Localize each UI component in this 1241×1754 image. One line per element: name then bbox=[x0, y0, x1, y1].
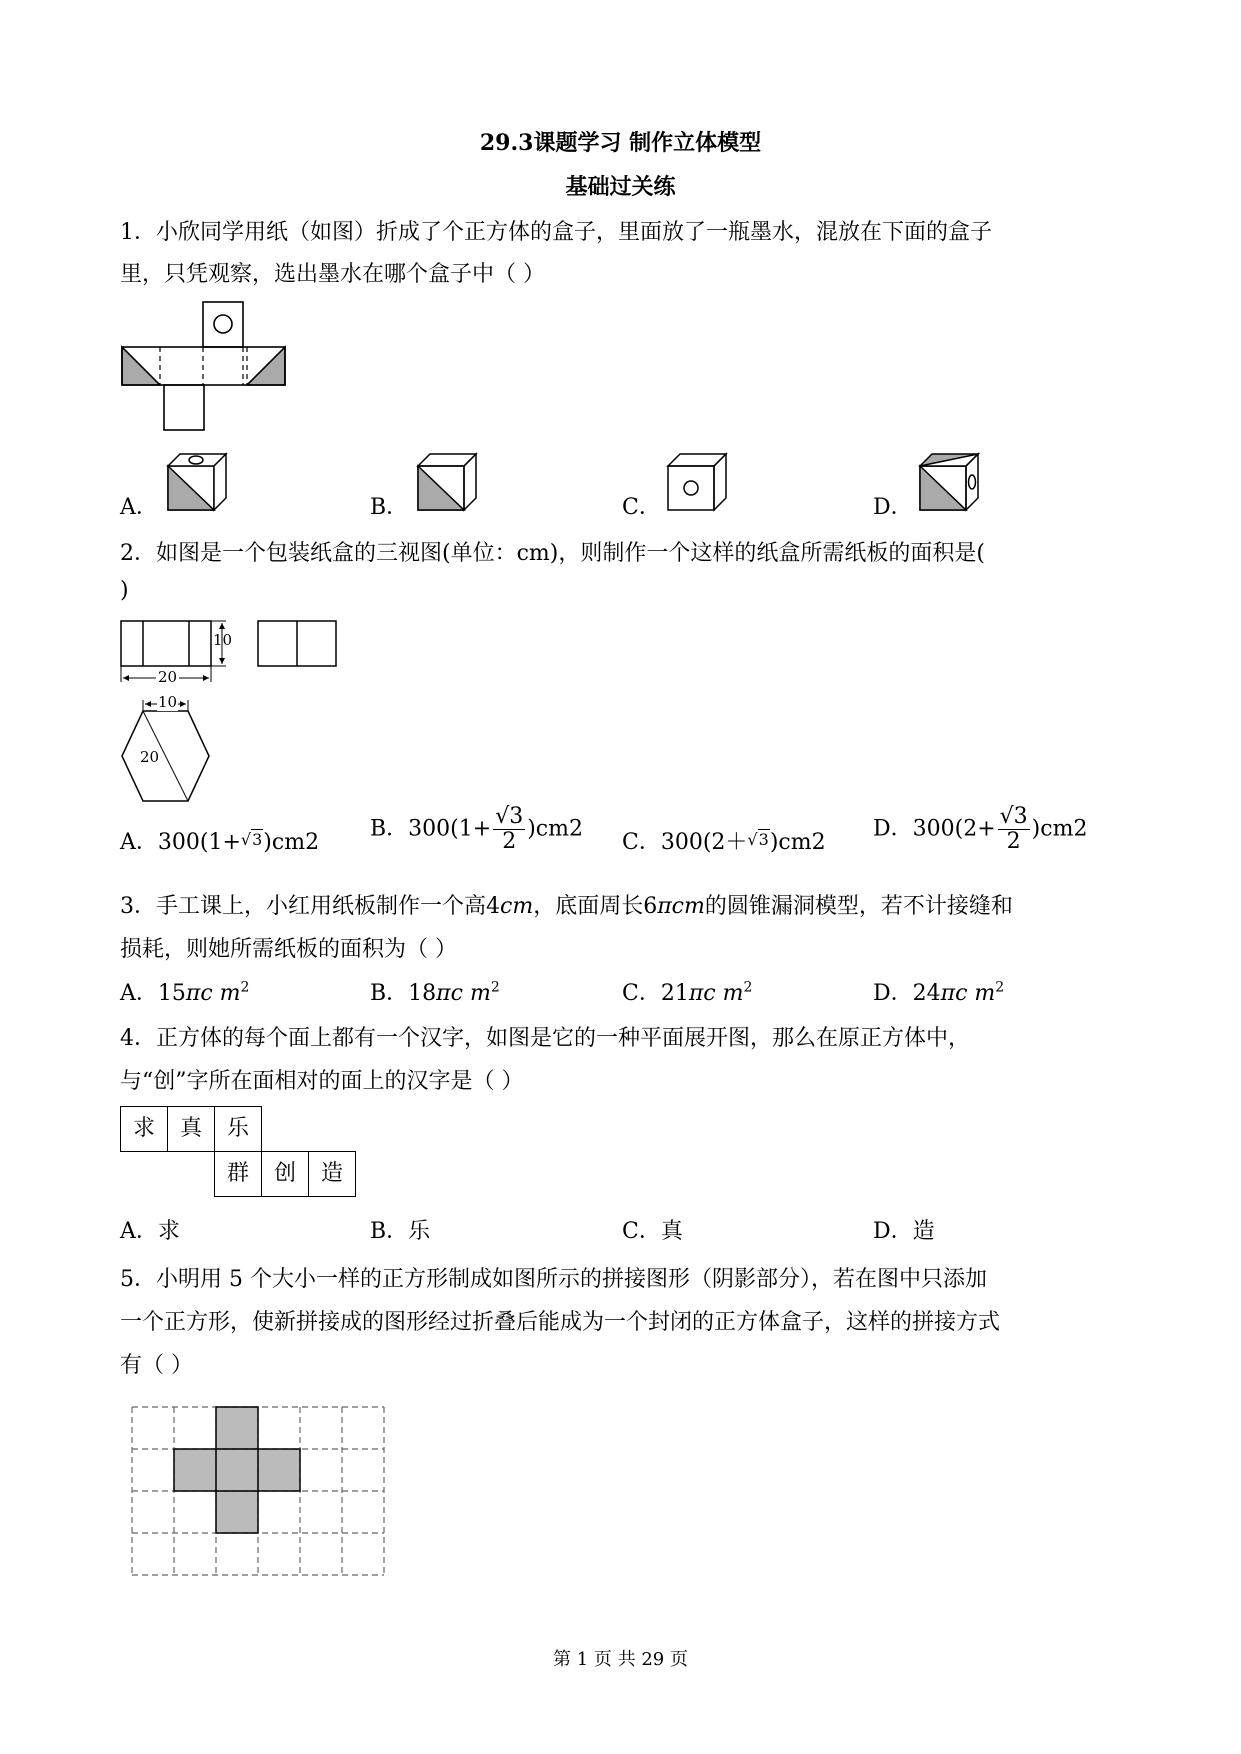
q1-option-b-label: B． bbox=[370, 495, 409, 520]
section-subtitle: 基础过关练 bbox=[565, 174, 676, 200]
q4-option-b: B．乐 bbox=[370, 1219, 431, 1244]
q5-line2: 一个正方形，使新拼接成的图形经过折叠后能成为一个封闭的正方体盒子，这样的拼接方式 bbox=[120, 1310, 1001, 1335]
q1-option-a-label: A． bbox=[120, 495, 158, 520]
q1-cube-a-figure bbox=[166, 452, 230, 514]
q5-grid-figure bbox=[130, 1405, 390, 1580]
page-footer: 第 1 页 共 29 页 bbox=[553, 1649, 688, 1670]
q1-option-c-label: C． bbox=[622, 495, 661, 520]
q2-dim-top: 10 bbox=[158, 693, 178, 711]
q3-line1: 3．手工课上，小红用纸板制作一个高4cm，底面周长6πcm的圆锥漏洞模型，若不计接缝和 bbox=[120, 894, 1013, 919]
q4-line1: 4．正方体的每个面上都有一个汉字，如图是它的一种平面展开图，那么在原正方体中， bbox=[120, 1026, 970, 1051]
q2-line2: ) bbox=[120, 578, 129, 603]
q2-option-a: A．300(1+√3)cm2 bbox=[120, 830, 320, 855]
net-cell: 造 bbox=[308, 1151, 356, 1197]
q2-option-d: D．300(2+ $\frac{√3}{2}$ )cm2 bbox=[873, 804, 1088, 855]
page-title: 29.3课题学习 制作立体模型 bbox=[479, 130, 762, 156]
q2-option-c: C．300(2＋√3)cm2 bbox=[622, 830, 826, 855]
q1-cube-net-figure bbox=[120, 300, 295, 435]
q4-option-c: C．真 bbox=[622, 1219, 683, 1244]
q5-line1: 5．小明用 5 个大小一样的正方形制成如图所示的拼接图形（阴影部分），若在图中只添加 bbox=[120, 1267, 987, 1292]
q2-option-b: B．300(1+ $\frac{√3}{2}$ )cm2 bbox=[370, 804, 583, 855]
q1-cube-b-figure bbox=[416, 452, 480, 514]
q1-line2: 里，只凭观察，选出墨水在哪个盒子中（ ） bbox=[120, 262, 545, 287]
q1-line1: 1．小欣同学用纸（如图）折成了个正方体的盒子，里面放了一瓶墨水，混放在下面的盒子 bbox=[120, 220, 993, 245]
q3-option-b: B．18πc $m^2$ bbox=[370, 979, 500, 1006]
net-cell: 求 bbox=[120, 1106, 168, 1152]
net-cell: 乐 bbox=[214, 1106, 262, 1152]
q4-line2: 与“创”字所在面相对的面上的汉字是（ ） bbox=[120, 1069, 524, 1094]
q2-line1: 2．如图是一个包装纸盒的三视图(单位：cm)，则制作一个这样的纸盒所需纸板的面积是( bbox=[120, 541, 985, 566]
q3-option-c: C．21πc $m^2$ bbox=[622, 979, 753, 1006]
q3-line2: 损耗，则她所需纸板的面积为（ ） bbox=[120, 937, 457, 962]
q2-three-view-figure bbox=[118, 618, 358, 808]
q3-option-d: D．24πc $m^2$ bbox=[873, 979, 1005, 1006]
q5-line3: 有（ ） bbox=[120, 1353, 193, 1378]
q2-dim-height: 10 bbox=[213, 631, 233, 649]
q2-dim-width: 20 bbox=[158, 668, 178, 686]
net-cell: 创 bbox=[261, 1151, 309, 1197]
net-cell: 真 bbox=[167, 1106, 215, 1152]
q1-option-d-label: D． bbox=[873, 495, 913, 520]
q4-option-d: D．造 bbox=[873, 1219, 935, 1244]
q2-dim-diagonal: 20 bbox=[140, 748, 160, 766]
q4-option-a: A．求 bbox=[120, 1219, 180, 1244]
q1-cube-d-figure bbox=[918, 452, 982, 514]
q3-option-a: A．15πc $m^2$ bbox=[120, 979, 250, 1006]
q1-cube-c-figure bbox=[666, 452, 730, 514]
net-cell: 群 bbox=[214, 1151, 262, 1197]
